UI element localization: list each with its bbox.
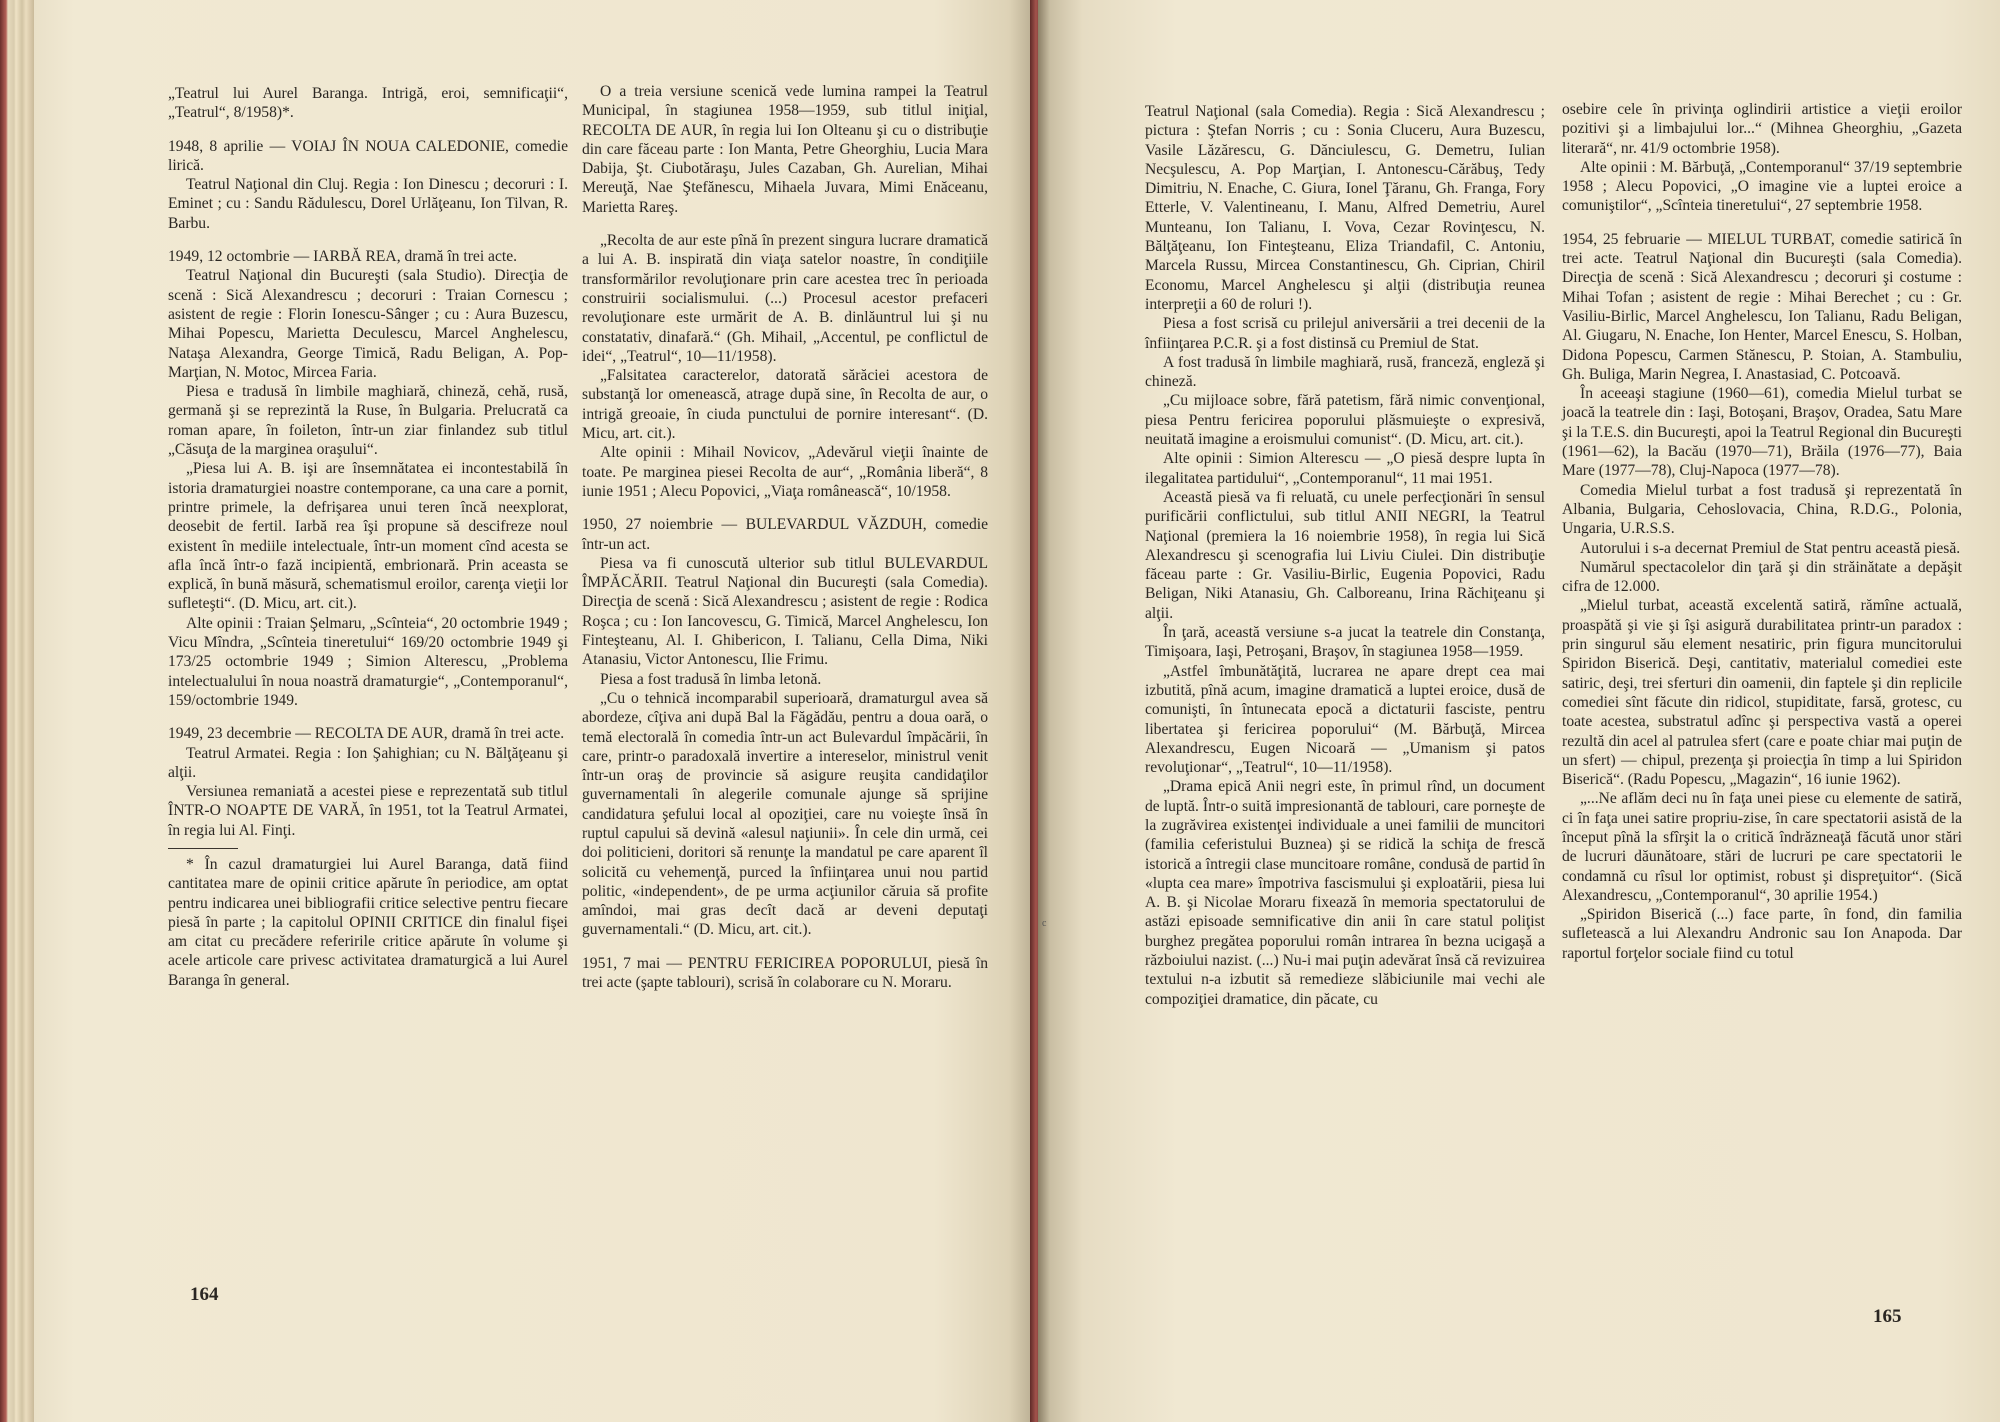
paragraph: „Piesa lui A. B. işi are însemnătatea ei incontestabilă în istoria dramaturgiei noastre contemporane, ca una care a pornit, printre primele, la defrişarea unui teren încă neexplorat, deosebit de fertil. Iarbă rea îşi propune să descifreze noul existent în mediile intelectuale, într-un moment cînd acesta se afla încă într-o fază incipientă, embrionară. Prin aceasta se explică, în bună măsură, schematismul eroilor, carenţa vieţii lor sufleteşti“. (D. Micu, art. cit.). bbox=[168, 460, 568, 613]
paragraph: „Cu mijloace sobre, fără patetism, fără nimic convenţional, piesa Pentru fericirea poporului plăsmuieşte o expresivă, neuitată imagine a eroismului comunist“. (D. Micu, art. cit.). bbox=[1145, 392, 1545, 449]
paragraph: Alte opinii : Mihail Novicov, „Adevărul vieţii înainte de toate. Pe marginea piesei Recolta de aur“, „România liberă“, 8 iunie 1951 ; Alecu Popovici, „Viaţa românească“, 10/1958. bbox=[582, 444, 988, 500]
paragraph: 1948, 8 aprilie — VOIAJ ÎN NOUA CALEDONIE, comedie lirică. bbox=[168, 137, 568, 174]
paragraph: Piesa a fost scrisă cu prilejul aniversării a trei decenii de la înfiinţarea P.C.R. şi a fost distinsă cu Premiul de Stat. bbox=[1145, 315, 1545, 352]
paragraph: O a treia versiune scenică vede lumina rampei la Teatrul Municipal, în stagiunea 1958—1959, sub titlul iniţial, RECOLTA DE AUR, în regia lui Ion Olteanu şi cu o distribuţie din care făceau parte : Ion Manta, Petre Gheorghiu, Lucia Mara Dabija, Şt. Ciubotăraşu, Jules Cazaban, Gh. Aurelian, Mihai Mereuţă, Nae Ştefănescu, Mihaela Juvara, Mimi Enăceanu, Marietta Rareş. bbox=[582, 83, 988, 216]
paragraph: Versiunea remaniată a acestei piese e reprezentată sub titlul ÎNTR-O NOAPTE DE VARĂ, în 1951, tot la Teatrul Armatei, în regia lui Al. Finţi. bbox=[168, 783, 568, 839]
paragraph: Teatrul Naţional din Cluj. Regia : Ion Dinescu ; decoruri : I. Eminet ; cu : Sandu Rădulescu, Dorel Urlăţeanu, Ion Tilvan, R. Barbu. bbox=[168, 176, 568, 232]
gutter-mark: c bbox=[1042, 918, 1047, 929]
paragraph: Alte opinii : Traian Şelmaru, „Scînteia“, 20 octombrie 1949 ; Vicu Mîndra, „Scînteia tineretului“ 169/20 octombrie 1949 şi 173/25 octombrie 1949 ; Simion Alterescu, „Problema intelectualului în noua noastră dramaturgie“, „Contemporanul“, 159/octombrie 1949. bbox=[168, 614, 568, 709]
paragraph: „Astfel îmbunătăţită, lucrarea ne apare drept cea mai izbutită, pînă acum, imagine dramatică a luptei eroice, dusă de comunişti, în întunecata epocă a dictaturii fasciste, pentru libertatea şi fericirea poporului“ (M. Bărbuţă, Mircea Alexandrescu, Eugen Nicoară — „Umanism şi patos revoluţionar“, „Teatrul“, 10—11/1958). bbox=[1145, 662, 1545, 777]
paragraph: „Drama epică Anii negri este, în primul rînd, un document de luptă. Într-o suită impresionantă de tablouri, care porneşte de la zugrăvirea existenţei individuale a unei familii de muncitori (familia ceferistului Buznea) şi se ridică la schiţa de frescă istorică a întregii clase muncitoare române, condusă de partid în «lupta cea mare» împotriva fascismului şi exploatării, piesa lui A. B. şi Nicolae Moraru fixează în memoria spectatorului de astăzi episoade semnificative din anii în care statul poliţist burghez pregătea poporului român intrarea în bezna ucigaşă a războiului nazist. (...) Nu-i mai puţin adevărat însă că revizuirea textului n-a izbutit să remedieze slăbiciunile mai vechi ale compoziţiei dramatice, din păcate, cu bbox=[1145, 778, 1545, 1008]
right-page-column-1 bbox=[1145, 102, 1545, 1009]
page-number-left: 164 bbox=[190, 1284, 219, 1305]
paragraph: „Falsitatea caracterelor, datorată sărăciei acestora de substanţă lor omenească, atrage după sine, în Recolta de aur, o intrigă greoaie, în ciuda punctului de pornire interesant“. (D. Micu, art. cit.). bbox=[582, 367, 988, 443]
paragraph: Teatrul Armatei. Regia : Ion Şahighian; cu N. Bălţăţeanu şi alţii. bbox=[168, 744, 568, 781]
page-edges bbox=[0, 0, 34, 1422]
paragraph: „Cu o tehnică incomparabil superioară, dramaturgul avea să abordeze, cîţiva ani după Bal la Făgădău, pentru a doua oară, o temă electorală în comedia într-un act Bulevardul împăcării, în care, printr-o paradoxală invertire a intereselor, ministrul venit într-un oraş de provincie să asigure reuşita candidaţilor guvernamentali în alegerile comunale ajunge să sprijine candidatura şefului local al opoziţiei, care nu voieşte însă în ruptul capului să devină «alesul naţiunii». În cele din urmă, cei doi politicieni, doritori să renunţe la mandatul pe care aparent îl solicită cu vehemenţă, purced la înfiinţarea unui nou partid politic, «independent», de pe urma acţiunilor căruia să profite amîndoi, mai gras decît dacă ar deveni deputaţi guvernamentali.“ (D. Micu, art. cit.). bbox=[582, 689, 988, 939]
footnote-rule bbox=[168, 848, 238, 849]
paragraph: 1954, 25 februarie — MIELUL TURBAT, comedie satirică în trei acte. Teatrul Naţional din Bucureşti (sala Comedia). Direcţia de scenă : Sică Alexandrescu ; decoruri şi costume : Mihai Tofan ; asistent de regie : Mihai Berechet ; cu : Gr. Vasiliu-Birlic, Marcel Anghelescu, Ion Talianu, Radu Beligan, Al. Giugaru, N. Enache, Ion Henter, Marcel Enescu, S. Holban, Didona Popescu, Carmen Stănescu, P. Stoian, A. Stambuliu, Gh. Buliga, Marin Negrea, I. Anastasiad, C. Potcoavă. bbox=[1562, 230, 1962, 383]
paragraph: 1951, 7 mai — PENTRU FERICIREA POPORULUI, piesă în trei acte (şapte tablouri), scrisă în colaborare cu N. Moraru. bbox=[582, 954, 988, 992]
left-page-column-2 bbox=[582, 82, 988, 992]
paragraph: Comedia Mielul turbat a fost tradusă şi reprezentată în Albania, Bulgaria, Cehoslovacia, China, R.D.G., Polonia, Ungaria, U.R.S.S. bbox=[1562, 481, 1962, 538]
paragraph: Teatrul Naţional din Bucureşti (sala Studio). Direcţia de scenă : Sică Alexandrescu ; decoruri : Traian Cornescu ; asistent de regie : Florin Ionescu-Sânger ; cu : Aura Buzescu, Mihai Popescu, Marietta Deculescu, Marcel Anghelescu, Nataşa Alexandra, George Timică, Radu Beligan, A. Pop-Marţian, N. Motoc, Mircea Faria. bbox=[168, 267, 568, 381]
page-number-right: 165 bbox=[1873, 1306, 1902, 1327]
paragraph: osebire cele în privinţa oglindirii artistice a vieţii eroilor pozitivi şi a limbajului lor...“ (Mihnea Gheorghiu, „Gazeta literară“, nr. 41/9 octombrie 1958). bbox=[1562, 101, 1962, 157]
paragraph: Numărul spectacolelor din ţară şi din străinătate a depăşit cifra de 12.000. bbox=[1562, 558, 1962, 596]
paragraph: „Spiridon Biserică (...) face parte, în fond, din familia sufletească a lui Alexandru Andronic sau Ion Anapoda. Dar raportul forţelor sociale fiind cu totul bbox=[1562, 906, 1962, 962]
paragraph: „Mielul turbat, această excelentă satiră, rămîne actuală, proaspătă şi vie şi îşi asigură durabilitatea printr-un paradox : prin singurul său element nesatiric, prin figura muncitorului Spiridon Biserică. Deşi, cantitativ, materialul comediei este satiric, deşi, trei sferturi din oamenii, din faptele şi din replicile comediei sînt făcute din ridicol, stupiditate, farsă, grotesc, cu toate acestea, substratul adînc şi perspectiva vastă a operei rezultă din acel al patrulea sfert (care e poate chiar mai puţin de un sfert) — chipul, prezenţa şi proiecţia în timp a lui Spiridon Biserică“. (Radu Popescu, „Magazin“, 16 iunie 1962). bbox=[1562, 597, 1962, 789]
paragraph: „Teatrul lui Aurel Baranga. Intrigă, eroi, semnificaţii“, „Teatrul“, 8/1958)*. bbox=[168, 85, 568, 122]
footnote: * În cazul dramaturgiei lui Aurel Baranga, dată fiind cantitatea mare de opinii critice apărute în periodice, am optat pentru indicarea unei bibliografii critice selective pentru fiecare piesă în parte ; la capitolul OPINII CRITICE din finalul fişei am citat cu precădere referirile critice apărute în volume şi acele articole care privesc activitatea dramaturgică a lui Aurel Baranga în general. bbox=[168, 855, 568, 989]
left-page-column-1 bbox=[168, 84, 568, 990]
paragraph: Alte opinii : M. Bărbuţă, „Contemporanul“ 37/19 septembrie 1958 ; Alecu Popovici, „O imagine vie a luptei eroice a comuniştilor“, „Scînteia tineretului“, 27 septembrie 1958. bbox=[1562, 158, 1962, 215]
paragraph: 1949, 12 octombrie — IARBĂ REA, dramă în trei acte. bbox=[168, 248, 518, 266]
paragraph: În ţară, această versiune s-a jucat la teatrele din Constanţa, Timişoara, Iaşi, Petroşani, Braşov, în stagiunea 1958—1959. bbox=[1145, 624, 1545, 661]
paragraph: A fost tradusă în limbile maghiară, rusă, franceză, engleză şi chineză. bbox=[1145, 353, 1545, 391]
paragraph: Piesa a fost tradusă în limba letonă. bbox=[600, 670, 822, 688]
paragraph: 1949, 23 decembrie — RECOLTA DE AUR, dramă în trei acte. bbox=[168, 725, 565, 743]
paragraph: Această piesă va fi reluată, cu unele perfecţionări în sensul purificării conflictului, sub titlul ANII NEGRI, la Teatrul Naţional (premiera la 16 noiembrie 1958), în regia lui Sică Alexandrescu şi scenografia lui Liviu Ciulei. Din distribuţie făceau parte : Gr. Vasiliu-Birlic, Eugenia Popovici, Radu Beligan, Niki Atanasiu, Gh. Calboreanu, Irina Răchiţeanu şi alţii. bbox=[1145, 488, 1545, 622]
paragraph: 1950, 27 noiembrie — BULEVARDUL VĂZDUH, comedie într-un act. bbox=[582, 516, 988, 553]
paragraph: Piesa e tradusă în limbile maghiară, chineză, cehă, rusă, germană şi se reprezintă la Ruse, în Bulgaria. Prelucrată ca roman apare, în foileton, într-un ziar finlandez sub titlul „Căsuţa de la marginea oraşului“. bbox=[168, 383, 568, 459]
paragraph: Alte opinii : Simion Alterescu — „O piesă despre lupta în ilegalitatea partidului“, „Contemporanul“, 11 mai 1951. bbox=[1145, 450, 1545, 487]
paragraph: Piesa va fi cunoscută ulterior sub titlul BULEVARDUL ÎMPĂCĂRII. Teatrul Naţional din Bucureşti (sala Comedia). Direcţia de scenă : Sică Alexandrescu ; asistent de regie : Rodica Roşca ; cu : Ion Iancovescu, G. Timică, Marcel Anghelescu, Ion Finteşteanu, Al. I. Ghibericon, I. Talianu, Cella Dima, Niki Atanasiu, Victor Antonescu, Ilie Frimu. bbox=[582, 554, 988, 669]
paragraph: Teatrul Naţional (sala Comedia). Regia : Sică Alexandrescu ; pictura : Ştefan Norris ; cu : Sonia Cluceru, Aura Buzescu, Vasile Lăzărescu, G. Dănciulescu, G. Demetru, Iulian Necşulescu, A. Pop Marţian, I. Antonescu-Cărăbuş, Tedy Dimitriu, N. Enache, C. Giura, Ionel Ţăranu, Gh. Franga, Fory Etterle, V. Valentineanu, I. Manu, Alfred Demetriu, Aurel Munteanu, Ion Talianu, I. Vova, Cezar Rovinţescu, N. Bălţăţeanu, Ion Finteşteanu, Eliza Triandafil, C. Antoniu, Marcela Russu, Mircea Constantinescu, Gh. Ciprian, Chiril Economu, Marcel Anghelescu şi alţii (distribuţia reunea interpreţii a 60 de roluri !). bbox=[1145, 103, 1545, 313]
paragraph: „...Ne aflăm deci nu în faţa unei piese cu elemente de satiră, ci în faţa unei satire propriu-zise, în care spectatorii asistă de la început pînă la sfîrşit la o critică îndrăzneaţă făcută unor stări de lucruri dăunătoare, stări de lucruri pe care spectatorii le condamnă cu rîsul lor optimist, robust şi dispreţuitor“. (Sică Alexandrescu, „Contemporanul“, 30 aprilie 1954.) bbox=[1562, 790, 1962, 904]
paragraph: În aceeaşi stagiune (1960—61), comedia Mielul turbat se joacă la teatrele din : Iaşi, Botoşani, Braşov, Oradea, Satu Mare şi la T.E.S. din Bucureşti, apoi la Teatrul Regional din Bucureşti (1961—62), la Bacău (1970—71), Brăila (1976—77), Baia Mare (1977—78), Cluj-Napoca (1977—78). bbox=[1562, 385, 1962, 480]
paragraph: „Recolta de aur este pînă în prezent singura lucrare dramatică a lui A. B. inspirată din viaţa satelor noastre, în condiţiile transformărilor revoluţionare prin care acestea trec în perioada construirii socialismului. (...) Procesul acestor prefaceri revoluţionare este urmărit de A. B. dinlăuntrul lui şi nu constatativ, dinafară.“ (Gh. Mihail, „Accentul, pe conflictul de idei“, „Teatrul“, 10—11/1958). bbox=[582, 232, 988, 365]
right-page-column-2 bbox=[1562, 100, 1962, 963]
paragraph: Autorului i s-a decernat Premiul de Stat pentru această piesă. bbox=[1580, 539, 1961, 557]
